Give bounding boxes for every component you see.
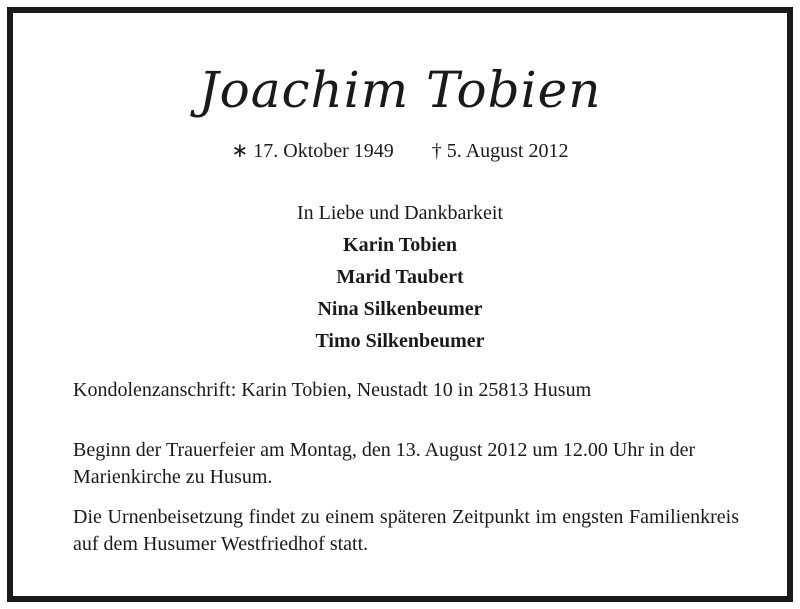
mourners-block [13,197,787,357]
mourner-name: Karin Tobien [343,234,457,256]
mourner-name: Nina Silkenbeumer [317,298,483,320]
mourner-name: Marid Taubert [336,266,464,288]
urn-burial-info: Die Urnenbeisetzung findet zu einem späteren Zeitpunkt im engsten Familienkreis auf dem Husumer Westfriedhof statt. [73,506,739,555]
obituary-notice [7,7,793,602]
death-date: † 5. August 2012 [431,140,569,162]
mourner-name: Timo Silkenbeumer [315,330,485,352]
funeral-ceremony-info: Beginn der Trauerfeier am Montag, den 13. August 2012 um 12.00 Uhr in der Marienkirche zu Husum. [73,439,696,488]
condolence-address: Kondolenzanschrift: Karin Tobien, Neustadt 10 in 25813 Husum [73,379,592,401]
birth-date: ∗ 17. Oktober 1949 [231,140,394,162]
mourners-intro: In Liebe und Dankbarkeit [296,202,504,224]
life-dates [13,141,787,161]
deceased-name: Joachim Tobien [198,61,602,119]
